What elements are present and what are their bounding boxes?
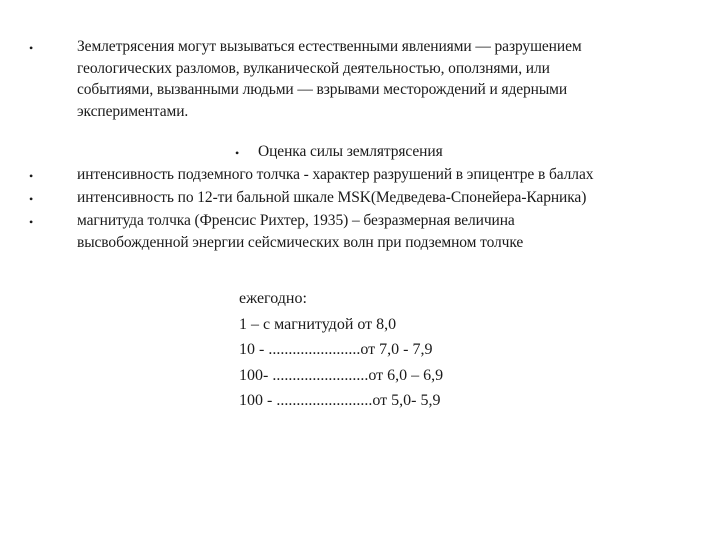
stats-line: ежегодно:: [239, 290, 307, 307]
intro-line: событиями, вызванными людьми — взрывами месторождений и ядерными: [77, 81, 568, 98]
yearly-stats: [239, 286, 443, 414]
bullet-marker: •: [29, 169, 34, 183]
list-item: [77, 187, 586, 209]
list-item-line: интенсивность по 12-ти бальной шкале MSK(Медведева-Спонейера-Карника): [77, 189, 587, 206]
section-heading: Оценка силы землятрясения: [258, 143, 443, 160]
list-item: [77, 164, 593, 186]
stats-line: 10 - .......................от 7,0 - 7,9: [239, 341, 433, 358]
intro-line: экспериментами.: [77, 102, 189, 120]
list-item-line: магнитуда толчка (Френсис Рихтер, 1935) – безразмерная величина: [77, 212, 515, 229]
intro-line: Землетрясения могут вызываться естественными явлениями — разрушением: [77, 38, 582, 55]
list-item-line: интенсивность подземного толчка - характер разрушений в эпицентре в баллах: [77, 166, 594, 183]
stats-line: 1 – с магнитудой от 8,0: [239, 315, 397, 333]
stats-line: 100 - ........................от 5,0- 5,9: [239, 392, 441, 409]
intro-line: геологических разломов, вулканической деятельностью, оползнями, или: [77, 59, 550, 77]
bullet-marker: •: [29, 192, 34, 206]
bullet-marker: •: [29, 41, 34, 55]
bullet-marker: •: [29, 215, 34, 229]
intro-paragraph: [77, 36, 582, 122]
bullet-marker: •: [235, 146, 240, 160]
stats-line: 100- ........................от 6,0 – 6,9: [239, 366, 444, 384]
list-item: [77, 210, 523, 253]
list-item-line: высвобожденной энергии сейсмических волн при подземном толчке: [77, 233, 524, 251]
